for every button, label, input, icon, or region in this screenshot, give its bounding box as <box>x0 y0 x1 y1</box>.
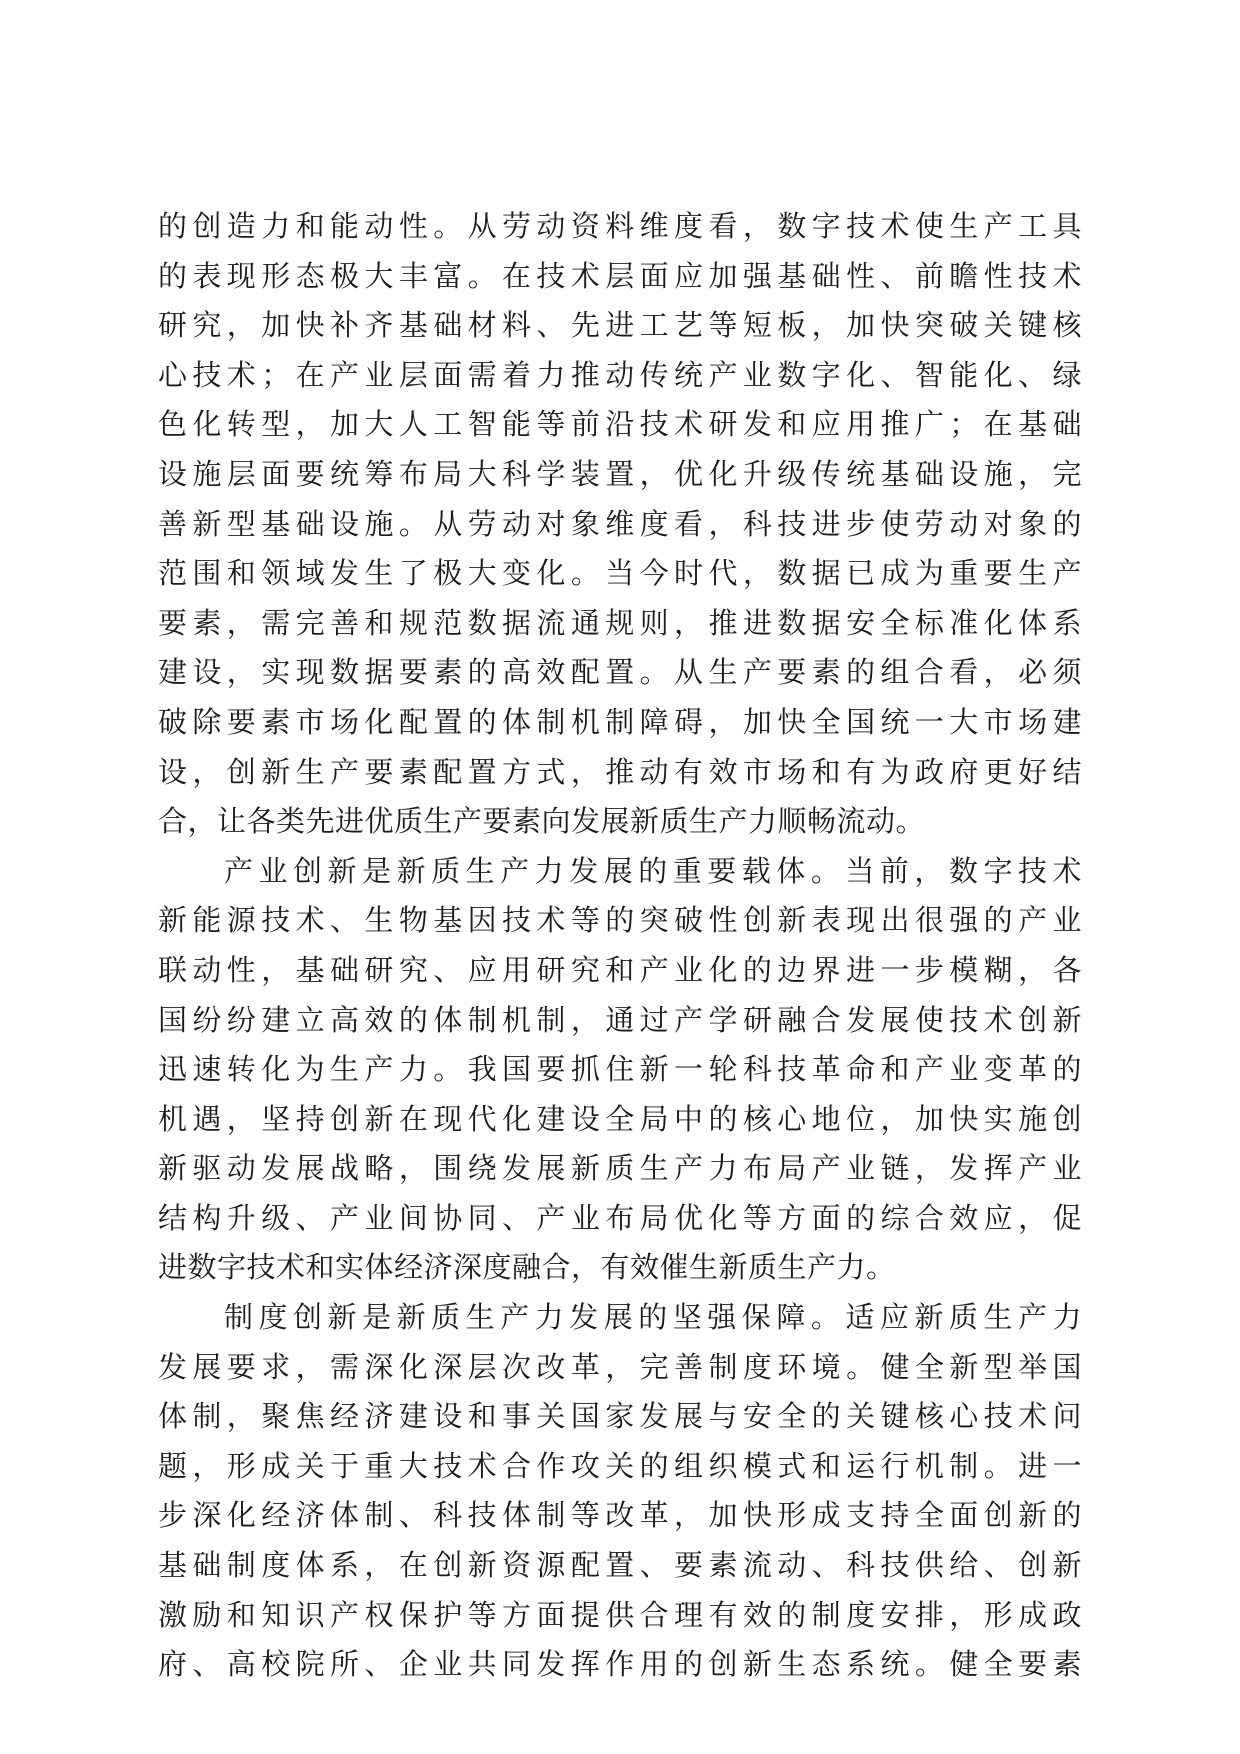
text-line: 新驱动发展战略，围绕发展新质生产力布局产业链，发挥产业 <box>158 1151 1082 1186</box>
text-line: 的创造力和能动性。从劳动资料维度看，数字技术使生产工具 <box>158 209 1082 243</box>
text-line: 的表现形态极大丰富。在技术层面应加强基础性、前瞻性技术 <box>158 258 1082 293</box>
text-line: 题，形成关于重大技术合作攻关的组织模式和运行机制。进一 <box>158 1448 1082 1483</box>
text-line: 发展要求，需深化深层次改革，完善制度环境。健全新型举国 <box>158 1349 1082 1384</box>
text-line: 破除要素市场化配置的体制机制障碍，加快全国统一大市场建 <box>158 704 1082 739</box>
text-line: 迅速转化为生产力。我国要抓住新一轮科技革命和产业变革的 <box>158 1052 1082 1087</box>
text-line: 制度创新是新质生产力发展的坚强保障。适应新质生产力 <box>224 1300 1082 1335</box>
paragraph-3 <box>158 1293 1082 1690</box>
text-line: 范围和领域发生了极大变化。当今时代，数据已成为重要生产 <box>158 556 1082 591</box>
text-line: 联动性，基础研究、应用研究和产业化的边界进一步模糊，各 <box>158 952 1082 987</box>
body-text <box>158 202 1082 1690</box>
text-line: 激励和知识产权保护等方面提供合理有效的制度安排，形成政 <box>158 1597 1082 1632</box>
text-line: 进数字技术和实体经济深度融合，有效催生新质生产力。 <box>158 1250 896 1285</box>
paragraph-2 <box>158 847 1082 1293</box>
text-line: 心技术；在产业层面需着力推动传统产业数字化、智能化、绿 <box>158 357 1082 392</box>
text-line: 产业创新是新质生产力发展的重要载体。当前，数字技术 <box>224 853 1082 888</box>
text-line: 机遇，坚持创新在现代化建设全局中的核心地位，加快实施创 <box>158 1101 1082 1136</box>
text-line: 合，让各类先进优质生产要素向发展新质生产力顺畅流动。 <box>158 804 926 839</box>
text-line: 善新型基础设施。从劳动对象维度看，科技进步使劳动对象的 <box>158 506 1082 541</box>
text-line: 结构升级、产业间协同、产业布局优化等方面的综合效应，促 <box>158 1200 1082 1235</box>
paragraph-1 <box>158 202 1082 847</box>
text-line: 府、高校院所、企业共同发挥作用的创新生态系统。健全要素 <box>158 1647 1082 1682</box>
text-line: 新能源技术、生物基因技术等的突破性创新表现出很强的产业 <box>158 903 1082 938</box>
text-line: 国纷纷建立高效的体制机制，通过产学研融合发展使技术创新 <box>158 1002 1082 1037</box>
text-line: 步深化经济体制、科技体制等改革，加快形成支持全面创新的 <box>158 1498 1082 1533</box>
text-line: 体制，聚焦经济建设和事关国家发展与安全的关键核心技术问 <box>158 1399 1082 1434</box>
text-line: 色化转型，加大人工智能等前沿技术研发和应用推广；在基础 <box>158 407 1082 442</box>
text-line: 设，创新生产要素配置方式，推动有效市场和有为政府更好结 <box>158 754 1082 789</box>
text-line: 研究，加快补齐基础材料、先进工艺等短板，加快突破关键核 <box>158 308 1082 343</box>
text-line: 要素，需完善和规范数据流通规则，推进数据安全标准化体系 <box>158 605 1082 640</box>
text-line: 建设，实现数据要素的高效配置。从生产要素的组合看，必须 <box>158 655 1082 690</box>
text-line: 设施层面要统筹布局大科学装置，优化升级传统基础设施，完 <box>158 456 1082 491</box>
text-line: 基础制度体系，在创新资源配置、要素流动、科技供给、创新 <box>158 1548 1082 1583</box>
